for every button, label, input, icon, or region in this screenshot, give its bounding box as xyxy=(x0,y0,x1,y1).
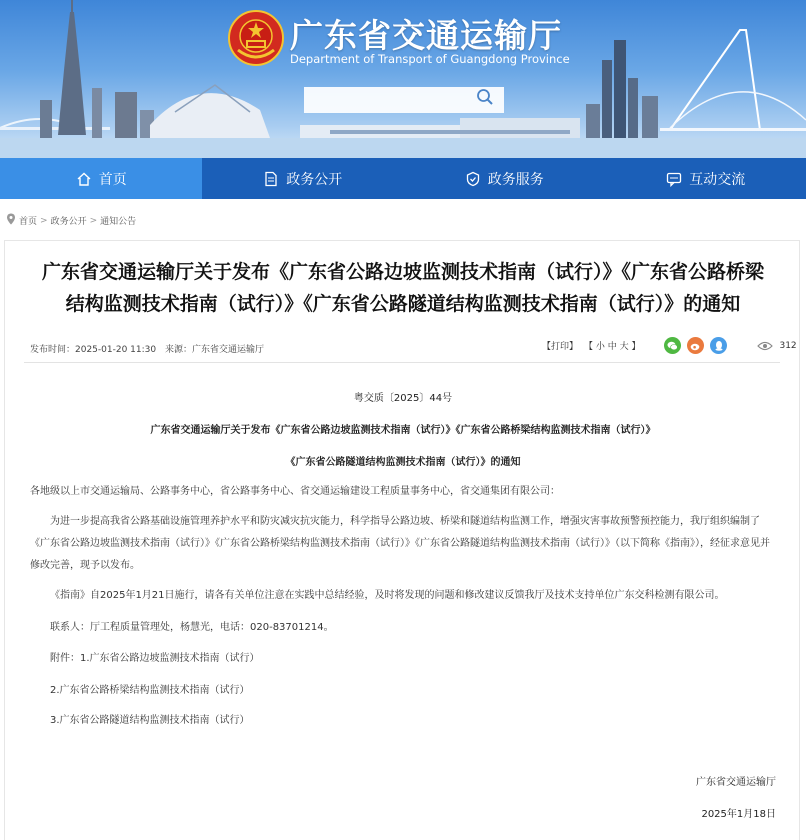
home-icon xyxy=(75,170,93,188)
signature-date: 2025年1月18日 xyxy=(701,805,776,820)
breadcrumb-separator: > xyxy=(40,216,48,226)
breadcrumb xyxy=(6,213,136,228)
document-icon xyxy=(262,170,280,188)
weibo-share-icon[interactable] xyxy=(687,337,704,354)
meta-divider xyxy=(24,362,780,363)
guide-note-paragraph: 《指南》自2025年1月21日施行，请各有关单位注意在实践中总结经验，及时将发现的问题和修改建议反馈我厅及技术支持单位广东交科检测有限公司。 xyxy=(30,585,774,607)
site-title: 广东省交通运输厅 xyxy=(290,10,562,57)
attachment-link[interactable]: 3.广东省公路隧道结构监测技术指南（试行） xyxy=(50,710,794,732)
location-pin-icon xyxy=(6,213,16,228)
article-tools xyxy=(542,337,797,354)
nav-item-label: 政务服务 xyxy=(488,169,544,189)
nav-item-gov-affairs[interactable] xyxy=(202,158,404,199)
chat-icon xyxy=(665,170,683,188)
body-paragraph: 为进一步提高我省公路基础设施管理养护水平和防灾减灾抗灾能力，科学指导公路边坡、桥梁和隧道结构监测工作，增强灾害事故预警预控能力，我厅组织编制了《广东省公路边坡监测技术指南（试行）》《广东省公路桥梁结构监测技术指南（试行）》《广东省公路隧道结构监测技术指南（试行）》（以下简称《指南》），经征求意见并修改完善，现予以发布。 xyxy=(30,511,774,577)
search-button[interactable] xyxy=(476,88,500,112)
print-button[interactable]: 【打印】 xyxy=(542,339,578,352)
nav-item-label: 政务公开 xyxy=(286,169,342,189)
search-input[interactable] xyxy=(304,87,504,113)
article-meta xyxy=(30,342,270,355)
service-icon xyxy=(464,170,482,188)
breadcrumb-separator: > xyxy=(90,216,98,226)
document-subtitle: 《广东省公路隧道结构监测技术指南（试行）》的通知 xyxy=(0,453,806,468)
article-title-line: 结构监测技术指南（试行）》《广东省公路隧道结构监测技术指南（试行）》的通知 xyxy=(20,288,786,320)
main-nav xyxy=(0,158,806,199)
eye-icon xyxy=(757,341,773,351)
article-title xyxy=(20,256,786,320)
nav-item-label: 首页 xyxy=(99,169,127,189)
document-subtitle: 广东省交通运输厅关于发布《广东省公路边坡监测技术指南（试行）》《广东省公路桥梁结构监测技术指南（试行）》 xyxy=(0,421,806,436)
breadcrumb-home[interactable]: 首页 xyxy=(19,214,37,227)
nav-item-interaction[interactable] xyxy=(605,158,806,199)
nav-item-home[interactable] xyxy=(0,158,202,199)
breadcrumb-gov-affairs[interactable]: 政务公开 xyxy=(51,214,87,227)
header-banner xyxy=(0,0,806,158)
contact-paragraph: 联系人：厅工程质量管理处，杨慧光，电话：020-83701214。 xyxy=(50,617,794,639)
document-number: 粤交质〔2025〕44号 xyxy=(0,389,806,404)
font-size-switcher[interactable]: 【 小 中 大 】 xyxy=(584,339,640,352)
addressee-paragraph: 各地级以上市交通运输局、公路事务中心，省公路事务中心、省交通运输建设工程质量事务中心，省交通集团有限公司： xyxy=(30,481,774,503)
national-emblem-icon xyxy=(228,10,284,66)
site-subtitle: Department of Transport of Guangdong Province xyxy=(290,52,570,66)
wechat-share-icon[interactable] xyxy=(664,337,681,354)
nav-item-gov-services[interactable] xyxy=(403,158,605,199)
qq-share-icon[interactable] xyxy=(710,337,727,354)
article-source: 来源：广东省交通运输厅 xyxy=(165,345,264,355)
nav-item-label: 互动交流 xyxy=(689,169,745,189)
attachment-link[interactable]: 附件：1.广东省公路边坡监测技术指南（试行） xyxy=(50,648,794,670)
article-title-line: 广东省交通运输厅关于发布《广东省公路边坡监测技术指南（试行）》《广东省公路桥梁 xyxy=(20,256,786,288)
view-count: 312 xyxy=(779,341,796,351)
attachment-link[interactable]: 2.广东省公路桥梁结构监测技术指南（试行） xyxy=(50,680,794,702)
breadcrumb-notices[interactable]: 通知公告 xyxy=(100,214,136,227)
publish-time: 发布时间：2025-01-20 11:30 xyxy=(30,345,156,355)
signature: 广东省交通运输厅 xyxy=(696,773,776,788)
